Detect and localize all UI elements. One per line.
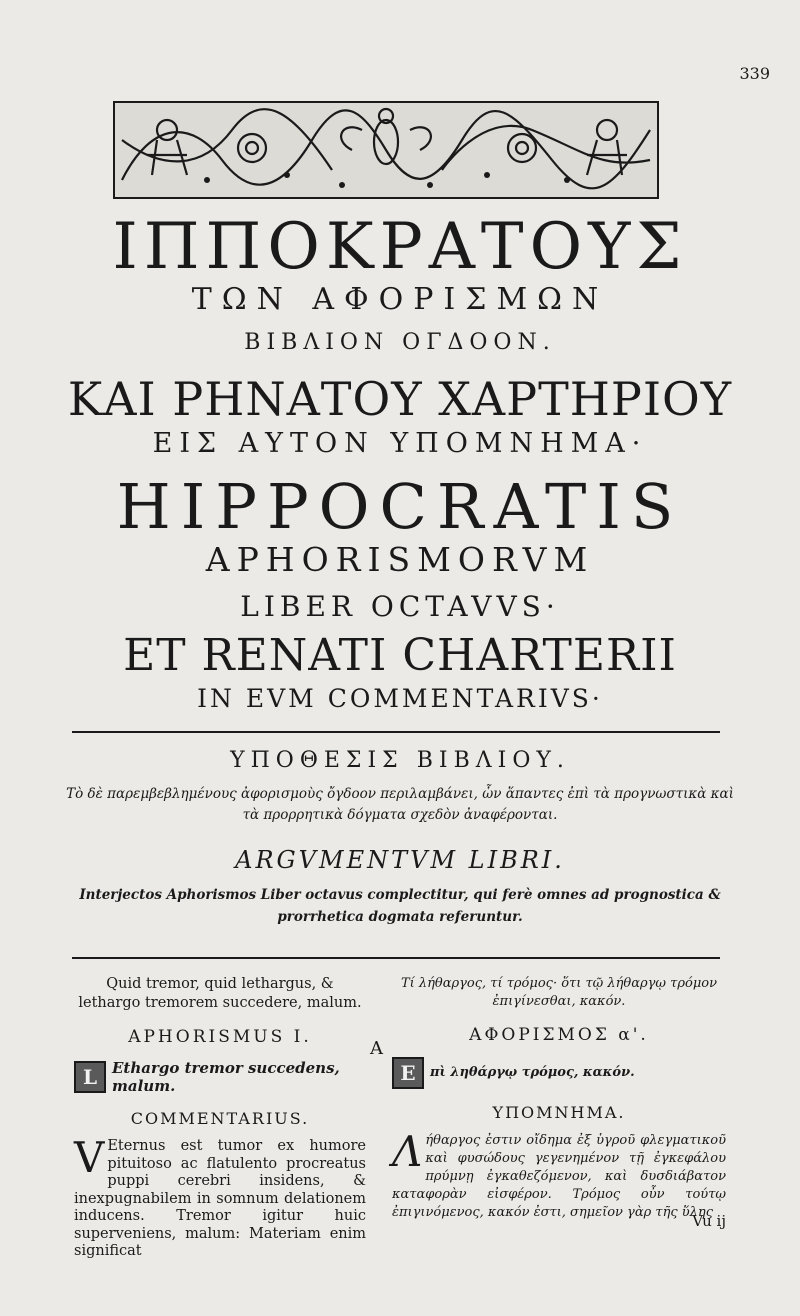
greek-title-aphorisms: ΤΩΝ ΑΦΟΡΙΣΜΩΝ <box>191 282 609 317</box>
latin-commentary-text: Eternus est tumor ex humore pituitoso ac flatulento procreatus puppi cerebri insidens, & inexpugnabilem in somnum delationem inducens. Tremor igitur huic superveniens, malum: Materiam enim significat <box>74 1138 366 1259</box>
page-number: 339 <box>739 64 770 83</box>
catchword-signature: Vu ij <box>692 1212 726 1230</box>
drop-cap-initial: L <box>74 1061 106 1093</box>
latin-commentary-heading: COMMENTARIUS. <box>130 1109 310 1128</box>
hypothesis-text: Τὸ δὲ παρεμβεβλημένους ἀφορισμοὺς ὄγδοον περιλαμβάνει, ὧν ἅπαντες ἐπὶ τὰ προγνωστικὰ καὶ τὰ προρρητικὰ δόγματα σχεδὸν ἀναφέρονται. <box>66 786 734 823</box>
divider-rule <box>72 731 720 733</box>
margin-letter: A <box>370 1038 383 1059</box>
greek-title-commentator: ΚΑΙ ΡΗΝΑΤΟΥ ΧΑΡΤΗΡΙΟΥ <box>67 372 733 426</box>
ornamental-headpiece <box>112 100 660 200</box>
latin-column <box>74 975 366 1261</box>
greek-commentary-heading: ΥΠΟΜΝΗΜΑ. <box>492 1103 626 1122</box>
greek-commentary-text: ήθαργος ἐστιν οἴδημα ἐξ ὑγροῦ φλεγματικοῦ καὶ φυσώδους γεγενημένον τῇ ἐγκεφάλου πρύμνῃ ἐγκαθεζόμενον, καὶ δυσδιάβατον καταφορὰν εἰσφέρον. Τρόμος οὖν τούτῳ ἐπιγινόμενος, κακόν ἐστι, σημεῖον γὰρ τῆς ὕλης <box>392 1133 726 1220</box>
argumentum-text: Interjectos Aphorismos Liber octavus complectitur, qui ferè omnes ad prognostica & prorrhetica dogmata referuntur. <box>79 887 721 925</box>
greek-aphorism-heading: ΑΦΟΡΙΣΜΟΣ α'. <box>469 1025 649 1045</box>
greek-commentary <box>392 1127 726 1222</box>
latin-commentary <box>74 1133 366 1261</box>
drop-cap-initial: Ε <box>392 1057 424 1089</box>
latin-summary: Quid tremor, quid lethargus, & lethargo tremorem succedere, malum. <box>78 976 362 1011</box>
divider-rule <box>72 957 720 959</box>
greek-summary: Τί λήθαργος, τί τρόμος· ὅτι τῷ λήθαργῳ τρόμον ἐπιγίνεσθαι, κακόν. <box>400 976 717 1009</box>
latin-title-book: LIBER OCTAVVS· <box>240 590 560 623</box>
greek-title-commentary: ΕΙΣ ΑΥΤΟΝ ΥΠΟΜΝΗΜΑ· <box>152 428 648 459</box>
argumentum-heading: ARGVMENTVM LIBRI. <box>235 846 565 874</box>
commentary-initial: Λ <box>392 1127 423 1176</box>
latin-aphorism <box>74 1059 366 1095</box>
latin-title-author: HIPPOCRATIS <box>116 470 684 543</box>
greek-title-author: ΙΠΠΟΚΡΑΤΟΥΣ <box>112 210 688 284</box>
latin-title-commentary: IN EVM COMMENTARIVS· <box>197 684 603 713</box>
greek-title-book: ΒΙΒΛΙΟΝ ΟΓΔΟΟΝ. <box>244 330 556 355</box>
latin-aphorism-text: Ethargo tremor succedens, malum. <box>112 1059 340 1095</box>
greek-aphorism-text: πὶ ληθάργῳ τρόμος, κακόν. <box>430 1065 635 1080</box>
latin-title-aphorisms: APHORISMORVM <box>205 540 595 579</box>
greek-aphorism <box>392 1057 726 1089</box>
hypothesis-heading: ΥΠΟΘΕΣΙΣ ΒΙΒΛΙΟΥ. <box>230 748 570 773</box>
latin-title-commentator: ET RENATI CHARTERII <box>123 630 677 681</box>
commentary-initial: V <box>74 1133 105 1182</box>
latin-aphorism-heading: APHORISMUS I. <box>128 1027 312 1047</box>
greek-column <box>392 975 726 1222</box>
